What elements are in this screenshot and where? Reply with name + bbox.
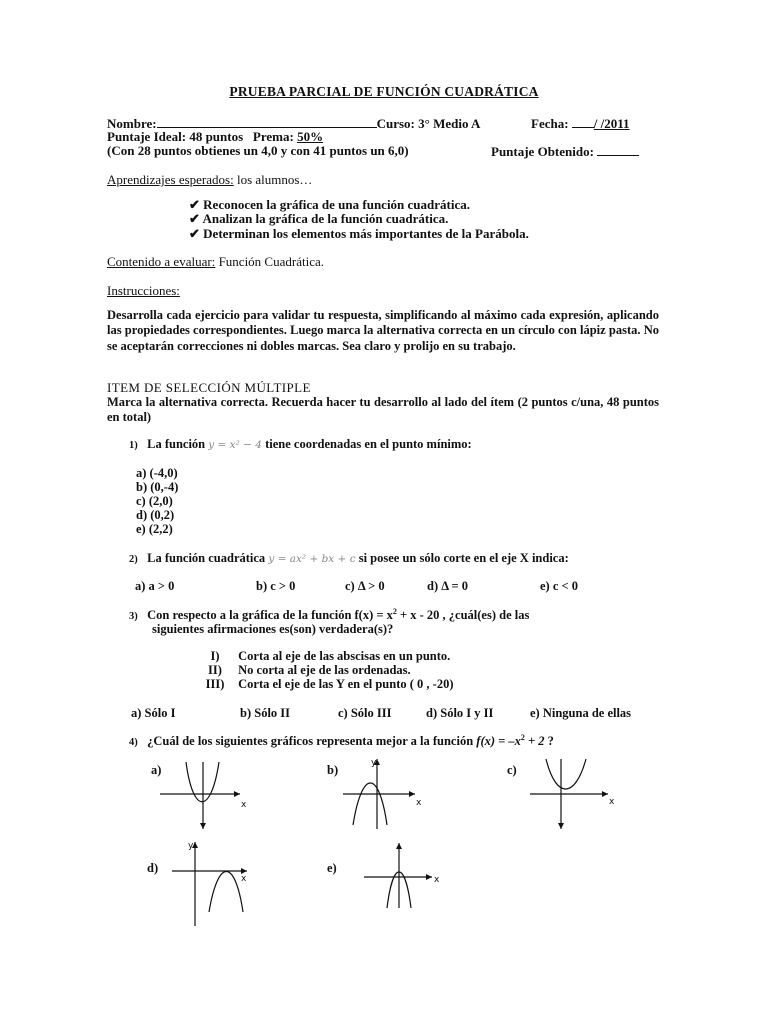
- graph-a: [160, 757, 255, 832]
- item-heading: ITEM DE SELECCIÓN MÚLTIPLE: [107, 380, 311, 395]
- x-axis-label: x: [434, 875, 440, 885]
- contenido-line: [107, 254, 324, 270]
- statement-numeral: III): [205, 677, 225, 691]
- puntaje-ideal: Puntaje Ideal: 48 puntos: [107, 129, 244, 144]
- fecha-line: [531, 115, 630, 132]
- question-4: [129, 733, 554, 749]
- answer-option[interactable]: e) (2,2): [136, 522, 173, 536]
- answer-option[interactable]: b) (0,-4): [136, 480, 179, 494]
- contenido-value: Función Cuadrática.: [215, 254, 324, 269]
- graph-c: [528, 757, 623, 832]
- puntaje-obtenido-label: Puntaje Obtenido:: [491, 144, 594, 159]
- parabola-curve: [353, 783, 387, 825]
- page-title: PRUEBA PARCIAL DE FUNCIÓN CUADRÁTICA: [229, 84, 539, 99]
- checkmark-icon: ✔: [189, 226, 200, 241]
- graph-d: [172, 838, 262, 928]
- question-3: [129, 607, 529, 623]
- x-axis-label: x: [241, 874, 247, 884]
- question-text: La función cuadrática: [147, 551, 269, 565]
- formula: f(x) = –x: [476, 734, 521, 749]
- checkmark-icon: ✔: [189, 211, 200, 226]
- aprendizajes-heading: [107, 172, 312, 188]
- statement-text: No corta al eje de las ordenadas.: [238, 663, 411, 677]
- x-axis-arrow-icon: [426, 874, 432, 880]
- formula: y = x² − 4: [208, 439, 262, 451]
- statement-row: [195, 649, 450, 664]
- answer-option[interactable]: b) Sólo II: [240, 706, 291, 720]
- puntaje-obtenido-line: [491, 143, 639, 160]
- question-text: si posee un sólo corte en el eje X indica:: [358, 551, 569, 565]
- y-axis-label: y: [371, 758, 377, 768]
- answer-option[interactable]: d) (0,2): [136, 508, 175, 522]
- graph-label[interactable]: c): [507, 763, 517, 777]
- aprendizaje-item-text: Determinan los elementos más importantes de la Parábola.: [203, 226, 529, 241]
- aprendizaje-item-text: Analizan la gráfica de la función cuadrática.: [202, 211, 449, 226]
- statement-numeral: I): [210, 649, 220, 663]
- aprendizajes-label: Aprendizajes esperados:: [107, 172, 234, 187]
- question-text: Con respecto a la gráfica de la función f(x) = x: [147, 608, 393, 623]
- fecha-value: / /2011: [593, 116, 630, 131]
- question-text: ?: [544, 734, 554, 749]
- y-axis-label: y: [188, 841, 194, 851]
- instrucciones-text: Desarrolla cada ejercicio para validar tu respuesta, simplificando al máximo cada expresión, aplicando las propiedades correspondientes. Luego marca la alternativa correcta en un círculo con lápiz pasta. No se aceptarán correcciones ni dobles marcas. Sea claro y prolijo en su trabajo.: [107, 308, 659, 353]
- answer-option[interactable]: a) a > 0: [135, 579, 175, 593]
- answer-option[interactable]: e) c < 0: [540, 579, 579, 593]
- formula: + 2: [524, 734, 545, 749]
- graph-label[interactable]: e): [327, 861, 337, 875]
- instrucciones-label: Instrucciones:: [107, 283, 180, 298]
- x-axis-label: x: [241, 800, 247, 810]
- aprendizajes-suffix: los alumnos…: [233, 172, 313, 187]
- statement-row: [195, 677, 453, 692]
- graph-b: [340, 757, 435, 832]
- x-axis-arrow-icon: [234, 791, 240, 797]
- question-text: tiene coordenadas en el punto mínimo:: [265, 437, 472, 451]
- contenido-label: Contenido a evaluar:: [107, 254, 216, 269]
- question-text: ¿Cuál de los siguientes gráficos representa mejor a la función: [147, 734, 477, 749]
- question-number: 1): [129, 440, 138, 451]
- answer-option[interactable]: d) Δ = 0: [427, 579, 469, 593]
- question-number: 4): [129, 737, 138, 749]
- x-axis-arrow-icon: [409, 791, 415, 797]
- answer-option[interactable]: b) c > 0: [256, 579, 296, 593]
- answer-option[interactable]: d) Sólo I y II: [426, 706, 494, 720]
- answer-option[interactable]: a) Sólo I: [131, 706, 176, 720]
- question-text: + x - 20 , ¿cuál(es) de las: [396, 608, 530, 623]
- statement-numeral: II): [208, 663, 222, 677]
- question-text: siguientes afirmaciones es(son) verdadera(s)?: [152, 622, 394, 636]
- nombre-blank[interactable]: [157, 115, 377, 128]
- item-intro: Marca la alternativa correcta. Recuerda hacer tu desarrollo al lado del ítem (2 puntos c/una, 48 puntos en total): [107, 395, 659, 425]
- answer-option[interactable]: c) (2,0): [136, 494, 173, 508]
- x-axis-label: x: [416, 798, 422, 808]
- graph-label[interactable]: a): [151, 763, 162, 777]
- aprendizaje-item-text: Reconocen la gráfica de una función cuadrática.: [203, 197, 470, 212]
- answer-option[interactable]: c) Δ > 0: [345, 579, 385, 593]
- parabola-curve: [546, 759, 586, 789]
- x-axis-label: x: [609, 797, 615, 807]
- exponent: 2: [520, 733, 525, 742]
- aprendizaje-item: [189, 211, 448, 227]
- answer-option[interactable]: c) Sólo III: [338, 706, 392, 720]
- y-axis-arrow-icon: [396, 843, 402, 849]
- question-1: [129, 437, 472, 452]
- answer-option[interactable]: e) Ninguna de ellas: [530, 706, 632, 720]
- parabola-curve: [209, 872, 243, 913]
- checkmark-icon: ✔: [189, 197, 200, 212]
- question-number: 2): [129, 554, 138, 565]
- graph-label[interactable]: b): [327, 763, 339, 777]
- aprendizaje-item: [189, 226, 529, 242]
- fecha-label: Fecha:: [531, 116, 569, 131]
- graph-label[interactable]: d): [147, 861, 159, 875]
- question-text: La función: [147, 437, 209, 451]
- y-axis-arrow-icon: [200, 823, 206, 829]
- statement-text: Corta el eje de las Y en el punto ( 0 , -20): [238, 677, 454, 691]
- y-axis-arrow-icon: [558, 823, 564, 829]
- prema-label: Prema:: [252, 129, 294, 144]
- fecha-day-blank[interactable]: [572, 115, 594, 128]
- statement-row: [195, 663, 411, 678]
- nombre-label: Nombre:: [107, 116, 157, 131]
- statement-text: Corta al eje de las abscisas en un punto.: [238, 649, 451, 663]
- formula: y = ax² + bx + c: [268, 553, 356, 565]
- puntaje-obtenido-blank[interactable]: [597, 143, 639, 156]
- question-2: [129, 551, 569, 566]
- escala-text: (Con 28 puntos obtienes un 4,0 y con 41 puntos un 6,0): [107, 143, 409, 158]
- exponent: 2: [392, 607, 397, 616]
- x-axis-arrow-icon: [602, 791, 608, 797]
- question-number: 3): [129, 611, 138, 623]
- curso-text: Curso: 3° Medio A: [376, 116, 481, 131]
- graph-e: [360, 838, 450, 928]
- answer-option[interactable]: a) (-4,0): [136, 466, 178, 480]
- prema-value: 50%: [297, 129, 324, 144]
